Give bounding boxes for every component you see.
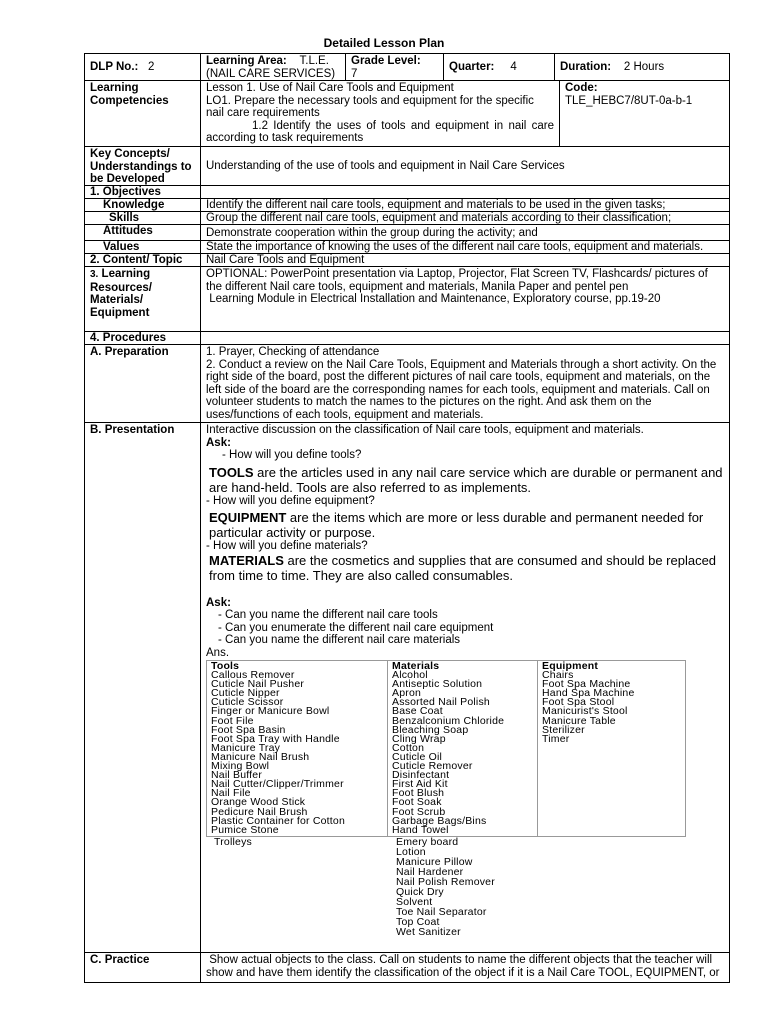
- tool-item: Nail Buffer: [211, 769, 263, 782]
- skills-value: Group the different nail care tools, equipment and materials according to their classification;: [206, 212, 672, 224]
- tools-extra-list: [206, 837, 392, 937]
- tool-item: Cuticle Nipper: [211, 687, 280, 700]
- duration-cell: [555, 54, 729, 80]
- skills-label: Skills: [85, 212, 201, 224]
- page-title: Detailed Lesson Plan: [323, 36, 445, 50]
- preparation-content: [201, 345, 729, 422]
- competencies-content: [201, 81, 560, 146]
- learning-area-value: T.L.E.: [299, 55, 329, 67]
- tool-item: Manicure Nail Brush: [211, 750, 310, 763]
- material-item: First Aid Kit: [392, 778, 448, 791]
- question-tools: - How will you define tools?: [222, 449, 362, 461]
- key-concepts-value: Understanding of the use of tools and equipment in Nail Care Services: [206, 159, 565, 172]
- resources-optional: OPTIONAL: PowerPoint presentation via Laptop, Projector, Flat Screen TV, Flashcards/ pictures of the different Nail care tools, equipment and materials, Manila Paper and pentel pen: [206, 268, 708, 293]
- values-value: State the importance of knowing the uses of the different nail care tools, equipment and materials.: [206, 241, 704, 253]
- preparation-row: [85, 345, 729, 423]
- equipment-item: Chairs: [542, 669, 574, 682]
- resources-content: [201, 267, 729, 331]
- tools-definition: [206, 465, 729, 495]
- content-label: 2. Content/ Topic: [85, 254, 201, 266]
- knowledge-label: Knowledge: [85, 199, 201, 211]
- code-label: Code:: [565, 82, 598, 94]
- procedures-row: [85, 332, 729, 345]
- answer-extra: [206, 837, 729, 937]
- resources-label: Learning Resources/ Materials/ Equipment: [90, 268, 153, 319]
- tool-item: Plastic Container for Cotton: [211, 814, 345, 827]
- resources-row: [85, 267, 729, 332]
- equipment-item: Timer: [542, 732, 570, 745]
- question-equipment: - How will you define equipment?: [206, 494, 375, 507]
- objectives-label: 1. Objectives: [85, 186, 201, 198]
- material-item: Alcohol: [392, 669, 428, 682]
- tools-header: Tools: [211, 660, 240, 672]
- answer-table: [206, 660, 686, 837]
- material-item: Cling Wrap: [392, 732, 446, 745]
- lo-line: LO1. Prepare the necessary tools and equipment for the specific nail care requirements: [206, 94, 534, 119]
- tool-item: Foot Spa Tray with Handle: [211, 732, 340, 745]
- objectives-row: [85, 186, 729, 199]
- competencies-row: [85, 81, 729, 147]
- resources-num: 3.: [90, 269, 99, 280]
- equipment-def-text: are the items which are more or less durable and permanent needed for particular activity or purpose.: [209, 510, 704, 540]
- dlp-value: 2: [147, 60, 155, 73]
- tool-item: Foot File: [211, 714, 254, 727]
- tool-item: Callous Remover: [211, 669, 295, 682]
- objectives-blank: [201, 186, 729, 198]
- tool-item: Nail Cutter/Clipper/Trimmer: [211, 778, 344, 791]
- question-3: - Can you name the different nail care materials: [218, 634, 461, 646]
- preparation-step-2: 2. Conduct a review on the Nail Care Tools, Equipment and Materials through a short activity. On the right side of the board, post the different pictures of nail care tools, equipment and materials, on the left side of the board are the corresponding names for each tools, equipment and materials. Call on volunteer students to match the names to the pictures on the right. And ask them on the uses/functions of each tools, equipment and materials.: [206, 358, 717, 421]
- quarter-value: 4: [510, 60, 517, 73]
- tool-item: Trolleys: [214, 835, 252, 848]
- material-item: Nail Hardener: [396, 865, 464, 878]
- equipment-item: Foot Spa Stool: [542, 696, 615, 709]
- material-item: Garbage Bags/Bins: [392, 814, 487, 827]
- presentation-intro: Interactive discussion on the classification of Nail care tools, equipment and materials.: [206, 424, 644, 436]
- material-item: Bleaching Soap: [392, 723, 469, 736]
- learning-area-cell: [201, 54, 346, 80]
- question-2: - Can you enumerate the different nail care equipment: [218, 621, 494, 634]
- values-row: [85, 241, 729, 254]
- material-item: Antiseptic Solution: [392, 678, 483, 691]
- equipment-item: Foot Spa Machine: [542, 678, 631, 691]
- code-cell: [560, 81, 729, 146]
- tool-item: Orange Wood Stick: [211, 796, 306, 809]
- material-item: Lotion: [396, 845, 426, 858]
- material-item: Emery board: [396, 835, 459, 848]
- grade-level-label: Grade Level:: [351, 55, 421, 67]
- tool-item: Cuticle Nail Pusher: [211, 678, 305, 691]
- material-item: Benzalconium Chloride: [392, 714, 505, 727]
- materials-term: MATERIALS: [209, 552, 284, 568]
- material-item: Manicure Pillow: [396, 855, 473, 868]
- values-label: Values: [85, 241, 201, 253]
- preparation-step-1: 1. Prayer, Checking of attendance: [206, 346, 380, 358]
- tool-item: Mixing Bowl: [211, 760, 270, 773]
- attitudes-value: Demonstrate cooperation within the group during the activity; and: [206, 227, 538, 239]
- learning-area-label: Learning Area:: [206, 55, 287, 67]
- practice-row: [85, 953, 729, 982]
- material-item: Top Coat: [396, 915, 440, 928]
- lesson-line: Lesson 1. Use of Nail Care Tools and Equipment: [206, 82, 454, 94]
- tool-item: Foot Spa Basin: [211, 723, 286, 736]
- question-1: - Can you name the different nail care tools: [218, 609, 438, 621]
- attitudes-row: [85, 225, 729, 241]
- procedures-label: 4. Procedures: [85, 332, 201, 344]
- answer-label: Ans.: [206, 646, 230, 659]
- skills-row: [85, 212, 729, 225]
- material-item: Base Coat: [392, 705, 443, 718]
- practice-label: C. Practice: [85, 953, 201, 982]
- material-item: Assorted Nail Polish: [392, 696, 490, 709]
- material-item: Cotton: [392, 741, 425, 754]
- attitudes-label: Attitudes: [85, 225, 201, 240]
- materials-column: [388, 661, 538, 836]
- ask-heading-2: Ask:: [206, 596, 231, 609]
- material-item: Nail Polish Remover: [396, 875, 495, 888]
- tool-item: Finger or Manicure Bowl: [211, 705, 330, 718]
- quarter-cell: [444, 54, 555, 80]
- content-row: [85, 254, 729, 267]
- grade-level-cell: [346, 54, 444, 80]
- material-item: Apron: [392, 687, 422, 700]
- tool-item: Pedicure Nail Brush: [211, 805, 308, 818]
- content-value: Nail Care Tools and Equipment: [206, 254, 365, 266]
- material-item: Cuticle Remover: [392, 760, 473, 773]
- tool-item: Nail File: [211, 787, 251, 800]
- materials-def-text: are the cosmetics and supplies that are consumed and should be replaced from time to time. They are also called consumables.: [209, 552, 717, 583]
- material-item: Disinfectant: [392, 769, 450, 782]
- equipment-term: EQUIPMENT: [209, 510, 287, 525]
- equipment-item: Sterilizer: [542, 723, 585, 736]
- material-item: Cuticle Oil: [392, 750, 443, 763]
- materials-header: Materials: [392, 660, 440, 672]
- material-item: Foot Soak: [392, 796, 442, 809]
- dlp-cell: [85, 54, 201, 80]
- material-item: Hand Towel: [392, 823, 449, 836]
- presentation-content: [201, 423, 729, 952]
- equipment-definition: [206, 510, 729, 540]
- competencies-label: Learning Competencies: [85, 81, 201, 146]
- preparation-label: A. Preparation: [85, 345, 201, 422]
- identify-line: 1.2 Identify the uses of tools and equipment in nail care according to task requirements: [206, 119, 554, 144]
- dlp-label: DLP No.:: [90, 60, 139, 73]
- materials-extra-list: [392, 837, 495, 937]
- equipment-column: [538, 661, 685, 836]
- tool-item: Cuticle Scissor: [211, 696, 284, 709]
- tools-term: TOOLS: [209, 464, 254, 480]
- equipment-item: Hand Spa Machine: [542, 687, 635, 700]
- key-concepts-row: [85, 147, 729, 186]
- question-materials: - How will you define materials?: [206, 540, 368, 552]
- material-item: Foot Blush: [392, 787, 445, 800]
- presentation-row: [85, 423, 729, 953]
- duration-label: Duration:: [560, 60, 612, 73]
- tool-item: Pumice Stone: [211, 823, 279, 836]
- procedures-blank: [201, 332, 729, 344]
- materials-definition: [206, 553, 729, 583]
- knowledge-value: Identify the different nail care tools, equipment and materials to be used in the given tasks;: [206, 199, 666, 211]
- learning-area-sub: (NAIL CARE SERVICES): [206, 67, 336, 80]
- resources-module: Learning Module in Electrical Installation and Maintenance, Exploratory course, pp.19-20: [206, 293, 661, 305]
- lesson-plan-table: [84, 53, 730, 983]
- key-concepts-label: Key Concepts/ Understandings to be Developed: [85, 147, 201, 185]
- resources-label-cell: [85, 267, 201, 331]
- quarter-label: Quarter:: [449, 60, 495, 73]
- tools-column: [207, 661, 388, 836]
- material-item: Wet Sanitizer: [396, 925, 461, 938]
- equipment-list: [542, 671, 681, 744]
- tool-item: Manicure Tray: [211, 741, 281, 754]
- duration-value: 2 Hours: [623, 60, 665, 73]
- tools-list: [211, 671, 383, 835]
- equipment-header: Equipment: [542, 660, 599, 672]
- ask-heading-1: Ask:: [206, 436, 231, 449]
- material-item: Quick Dry: [396, 885, 444, 898]
- grade-level-value: 7: [351, 67, 358, 80]
- equipment-item: Manicure Table: [542, 714, 616, 727]
- presentation-label: B. Presentation: [85, 423, 201, 952]
- header-row: [85, 54, 729, 81]
- material-item: Toe Nail Separator: [396, 905, 487, 918]
- equipment-item: Manicurist's Stool: [542, 705, 628, 718]
- tools-def-text: are the articles used in any nail care service which are durable or permanent and are hand-held. Tools are also referred to as implements.: [209, 464, 723, 495]
- code-value: TLE_HEBC7/8UT-0a-b-1: [565, 94, 693, 107]
- knowledge-row: [85, 199, 729, 212]
- material-item: Foot Scrub: [392, 805, 446, 818]
- practice-value: Show actual objects to the class. Call on students to name the different objects that the teacher will show and have them identify the classification of the object if it is a Nail Care TOOL, EQUIPMENT, or: [206, 954, 720, 979]
- materials-list: [392, 671, 533, 835]
- material-item: Solvent: [396, 895, 433, 908]
